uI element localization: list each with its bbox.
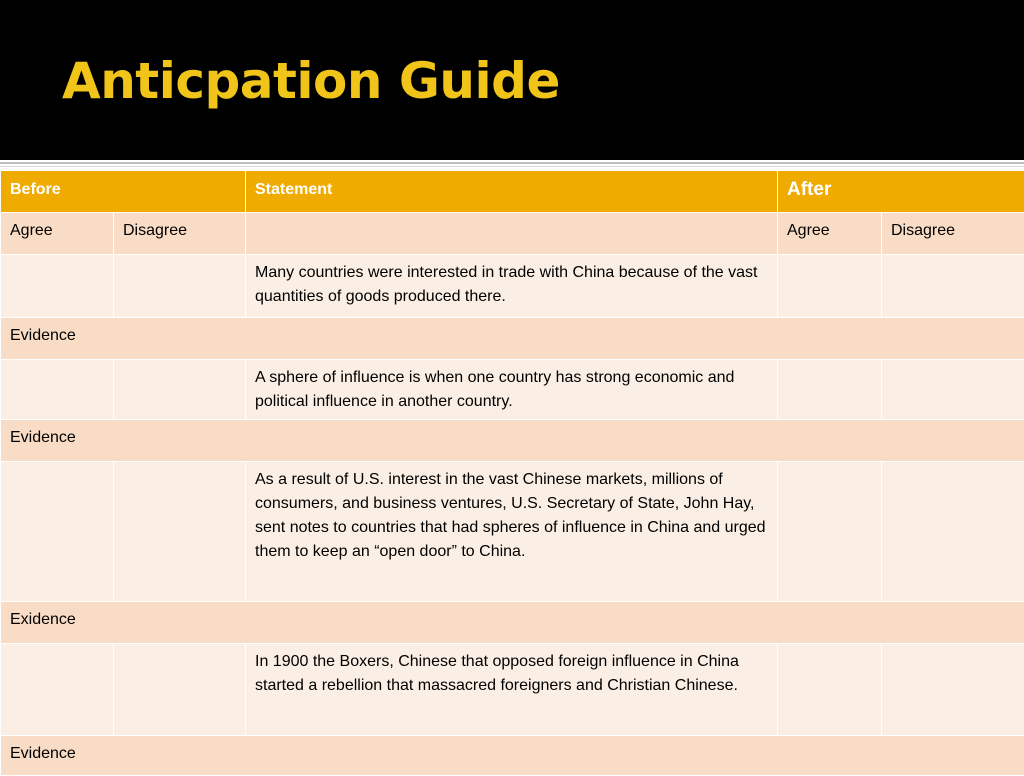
divider-line xyxy=(0,162,1024,164)
evidence-cell[interactable]: Evidence xyxy=(1,318,1024,360)
statement-text: A sphere of influence is when one country has strong economic and political influence in another country. xyxy=(246,360,778,420)
after-agree-cell[interactable] xyxy=(778,644,882,736)
subheader-row xyxy=(1,213,1024,255)
before-agree-cell[interactable] xyxy=(1,462,114,602)
subheader-statement-blank xyxy=(246,213,778,255)
after-agree-cell[interactable] xyxy=(778,255,882,318)
evidence-row xyxy=(1,420,1024,462)
header-after: After xyxy=(778,171,1024,213)
evidence-cell[interactable]: Exidence xyxy=(1,602,1024,644)
slide-title: Anticpation Guide xyxy=(62,52,560,110)
after-disagree-cell[interactable] xyxy=(882,360,1024,420)
statement-row xyxy=(1,462,1024,602)
before-agree-cell[interactable] xyxy=(1,255,114,318)
before-disagree-cell[interactable] xyxy=(114,360,246,420)
before-agree-cell[interactable] xyxy=(1,360,114,420)
after-disagree-cell[interactable] xyxy=(882,644,1024,736)
divider-line-thin xyxy=(0,166,1024,167)
statement-row xyxy=(1,644,1024,736)
evidence-cell[interactable]: Evidence xyxy=(1,736,1024,776)
header-statement: Statement xyxy=(246,171,778,213)
evidence-row xyxy=(1,602,1024,644)
subheader-before-disagree: Disagree xyxy=(114,213,246,255)
subheader-after-disagree: Disagree xyxy=(882,213,1024,255)
evidence-row xyxy=(1,736,1024,776)
header-row xyxy=(1,171,1024,213)
evidence-cell[interactable]: Evidence xyxy=(1,420,1024,462)
before-disagree-cell[interactable] xyxy=(114,644,246,736)
before-disagree-cell[interactable] xyxy=(114,255,246,318)
before-agree-cell[interactable] xyxy=(1,644,114,736)
statement-text: As a result of U.S. interest in the vast Chinese markets, millions of consumers, and business ventures, U.S. Secretary of State, John Hay, sent notes to countries that had spheres of influence in China and urged them to keep an “open door” to China. xyxy=(246,462,778,602)
evidence-row xyxy=(1,318,1024,360)
after-disagree-cell[interactable] xyxy=(882,255,1024,318)
subheader-before-agree: Agree xyxy=(1,213,114,255)
title-bar xyxy=(0,0,1024,160)
after-agree-cell[interactable] xyxy=(778,462,882,602)
statement-text: In 1900 the Boxers, Chinese that opposed foreign influence in China started a rebellion that massacred foreigners and Christian Chinese. xyxy=(246,644,778,736)
subheader-after-agree: Agree xyxy=(778,213,882,255)
before-disagree-cell[interactable] xyxy=(114,462,246,602)
statement-row xyxy=(1,255,1024,318)
statement-row xyxy=(1,360,1024,420)
after-agree-cell[interactable] xyxy=(778,360,882,420)
header-before: Before xyxy=(1,171,246,213)
anticipation-table xyxy=(0,170,1024,776)
after-disagree-cell[interactable] xyxy=(882,462,1024,602)
statement-text: Many countries were interested in trade with China because of the vast quantities of goods produced there. xyxy=(246,255,778,318)
